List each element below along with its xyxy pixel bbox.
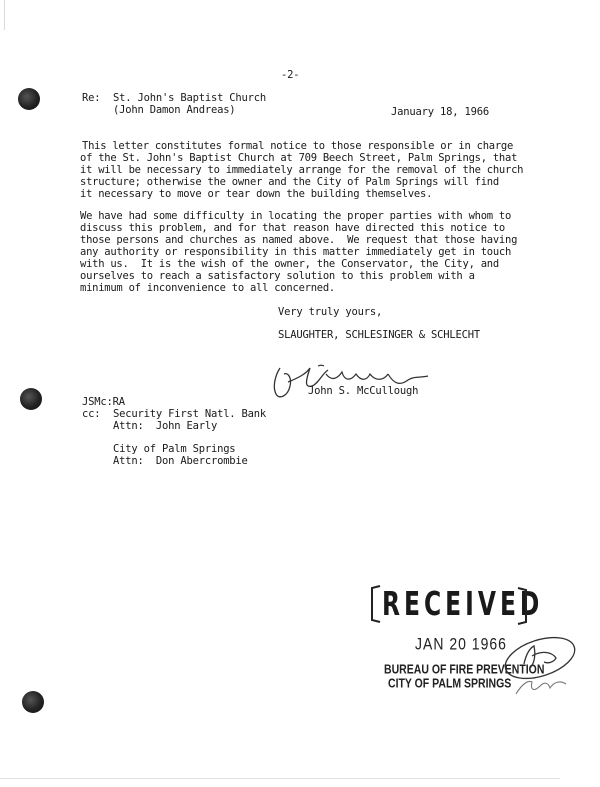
punch-hole-bottom [22,691,44,713]
cc2-organization: City of Palm Springs [113,443,236,455]
firm-name: SLAUGHTER, SCHLESINGER & SCHLECHT [278,329,481,341]
received-heading: RECEIVED [382,586,544,624]
page-number: -2- [281,69,300,81]
paragraph-line: it necessary to move or tear down the building themselves. [80,188,433,200]
cc1-attention: Attn: John Early [113,420,218,432]
received-stamp-bracket-right [514,586,530,626]
letter-date: January 18, 1966 [391,106,489,118]
paragraph-line: minimum of inconvenience to all concerned. [80,282,336,294]
paragraph-line: This letter constitutes formal notice to those responsible or in charge [82,140,514,152]
paragraph-line: those persons and churches as named above. We request that those having [80,234,518,246]
stamp-city: CITY OF PALM SPRINGS [388,676,512,691]
paragraph-line: We have had some difficulty in locating the proper parties with whom to [80,210,512,222]
punch-hole-middle [20,388,42,410]
punch-hole-top [18,88,40,110]
stamp-bureau: BUREAU OF FIRE PREVENTION [384,662,545,677]
paragraph-line: discuss this problem, and for that reason have directed this notice to [80,222,506,234]
re-label: Re: [82,92,101,104]
paragraph-line: any authority or responsibility in this matter immediately get in touch [80,246,512,258]
cc2-attention: Attn: Don Abercrombie [113,455,248,467]
paragraph-line: structure; otherwise the owner and the City of Palm Springs will find [80,176,499,188]
cc-label: cc: [82,408,101,420]
signer-name: John S. McCullough [308,385,419,397]
valediction: Very truly yours, [278,306,383,318]
scan-artifact-line [0,778,560,779]
paragraph-line: ourselves to reach a satisfactory solution to this problem with a [80,270,475,282]
re-person: (John Damon Andreas) [113,104,236,116]
received-date: JAN 20 1966 [415,634,507,654]
reference-initials: JSMc:RA [82,396,125,408]
re-subject: St. John's Baptist Church [113,92,267,104]
paragraph-line: of the St. John's Baptist Church at 709 Beech Street, Palm Springs, that [80,152,518,164]
handwritten-initials [496,634,586,704]
paragraph-line: with us. It is the wish of the owner, the Conservator, the City, and [80,258,499,270]
scan-artifact-mark [4,0,5,30]
cc1-organization: Security First Natl. Bank [113,408,267,420]
paragraph-line: it will be necessary to immediately arrange for the removal of the church [80,164,524,176]
